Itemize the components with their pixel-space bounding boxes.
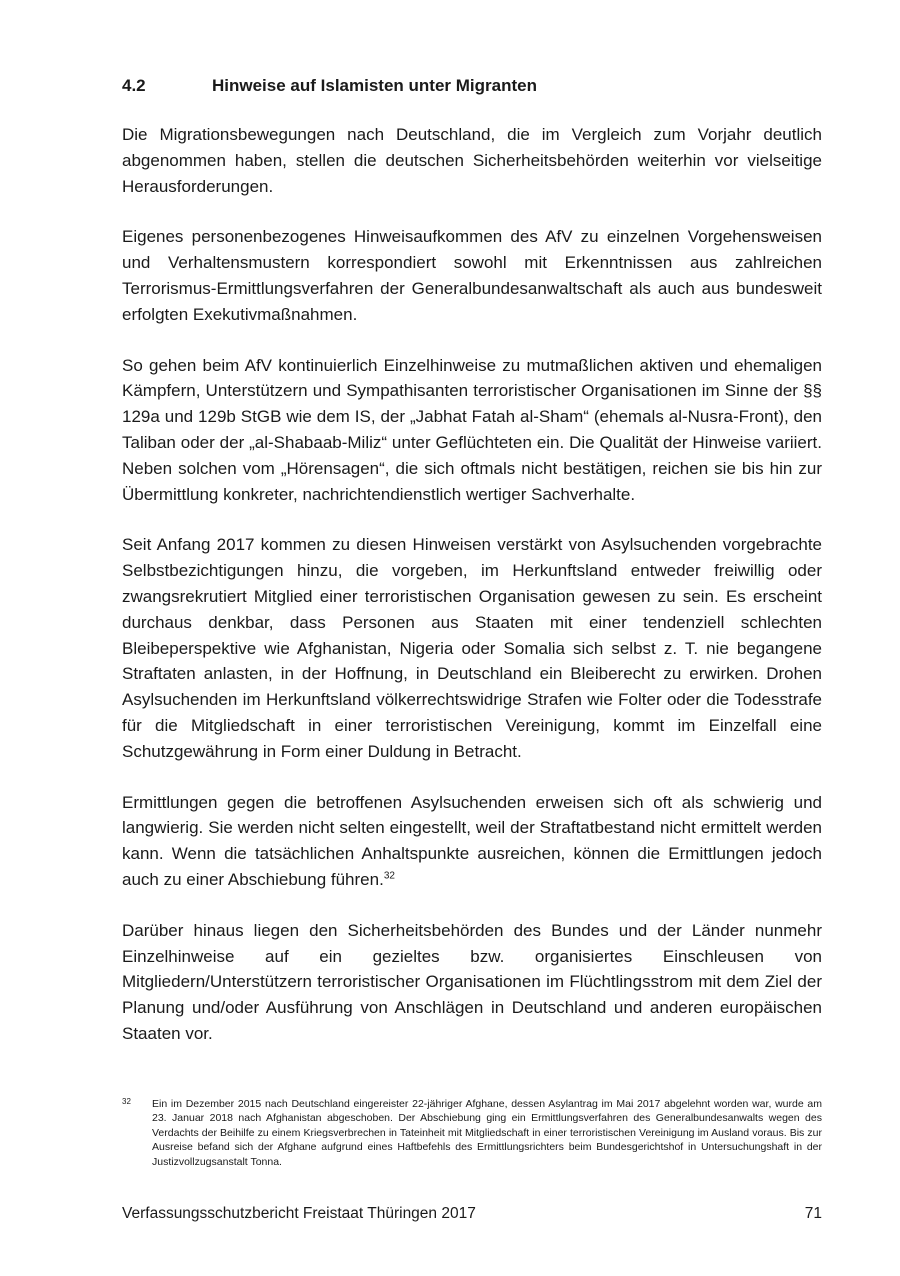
footnote-text: Ein im Dezember 2015 nach Deutschland eingereister 22-jähriger Afghane, dessen Asylantrag im Mai 2017 abgelehnt worden war, wurde am 23. Januar 2018 nach Afghanistan abgeschoben. Der Abschiebung ging ein Ermittlungsverfahren des Generalbundesanwalts wegen des Verdachts der Beihilfe zu einem Kriegsverbrechen in Tateinheit mit Mitgliedschaft in einer terroristischen Vereinigung im Ausland voraus. Bis zur Ausreise befand sich der Afghane aufgrund eines Haftbefehls des Ermittlungsrichters beim Bundesgerichtshof in Untersuchungshaft in der Justizvollzugsanstalt Tonna. — [152, 1098, 822, 1168]
footnote — [122, 1097, 822, 1169]
paragraph: Eigenes personenbezogenes Hinweisaufkommen des AfV zu einzelnen Vorgehensweisen und Verhaltensmustern korrespondiert sowohl mit Erkenntnissen aus zahlreichen Terrorismus-Ermittlungsverfahren der Generalbundesanwaltschaft als auch aus bundesweit erfolgten Exekutivmaßnahmen. — [122, 227, 822, 324]
page-number: 71 — [804, 1205, 822, 1222]
body-text — [122, 122, 822, 1072]
paragraph: So gehen beim AfV kontinuierlich Einzelhinweise zu mutmaßlichen aktiven und ehemaligen Kämpfern, Unterstützern und Sympathisanten terroristischer Organisationen im Sinne der §§ 129a und 129b StGB wie dem IS, der „Jabhat Fatah al-Sham“ (ehemals al-Nusra-Front), den Taliban oder der „al-Shabaab-Miliz“ unter Geflüchteten ein. Die Qualität der Hinweise variiert. Neben solchen vom „Hörensagen“, die sich oftmals nicht bestätigen, reichen sie bis hin zur Übermittlung konkreter, nachrichtendienstlich wertiger Sachverhalte. — [122, 355, 822, 504]
footnotes — [122, 1097, 822, 1169]
paragraph: Darüber hinaus liegen den Sicherheitsbehörden des Bundes und der Länder nunmehr Einzelhinweise auf ein gezieltes bzw. organisiertes Einschleusen von Mitgliedern/Unterstützern terroristischer Organisationen im Flüchtlingsstrom mit dem Ziel der Planung und/oder Ausführung von Anschlägen in Deutschland und anderen europäischen Staaten vor. — [122, 920, 822, 1043]
footnote-reference[interactable]: 32 — [383, 870, 395, 882]
section-title: Hinweise auf Islamisten unter Migranten — [212, 76, 537, 95]
footnote-mark: 32 — [122, 1097, 131, 1106]
paragraph: Die Migrationsbewegungen nach Deutschland, die im Vergleich zum Vorjahr deutlich abgenommen haben, stellen die deutschen Sicherheitsbehörden weiterhin vor vielseitige Herausforderungen. — [122, 125, 822, 196]
paragraph: Ermittlungen gegen die betroffenen Asylsuchenden erweisen sich oft als schwierig und langwierig. Sie werden nicht selten eingestellt, weil der Straftatbestand nicht ermittelt werden kann. Wenn die tatsächlichen Anhaltspunkte ausreichen, können die Ermittlungen jedoch auch zu einer Abschiebung führen.$^{32}$ — [122, 792, 822, 889]
footer-title: Verfassungsschutzbericht Freistaat Thüringen 2017 — [122, 1205, 476, 1222]
paragraph: Seit Anfang 2017 kommen zu diesen Hinweisen verstärkt von Asylsuchenden vorgebrachte Selbstbezichtigungen hinzu, die vorgeben, im Herkunftsland entweder freiwillig oder zwangsrekrutiert Mitglied einer terroristischen Organisation gewesen zu sein. Es erscheint durchaus denkbar, dass Personen aus Staaten mit einer tendenziell schlechten Bleibeperspektive wie Afghanistan, Nigeria oder Somalia sich selbst z. T. nie begangene Straftaten anlasten, in der Hoffnung, in Deutschland ein Bleiberecht zu erwirken. Drohen Asylsuchenden im Herkunftsland völkerrechtswidrige Strafen wie Folter oder die Todesstrafe für die Mitgliedschaft in einer terroristischen Vereinigung, kommt im Einzelfall eine Schutzgewährung in Form einer Duldung in Betracht. — [122, 535, 822, 761]
section-number: 4.2 — [122, 76, 146, 95]
section-heading — [122, 74, 822, 98]
